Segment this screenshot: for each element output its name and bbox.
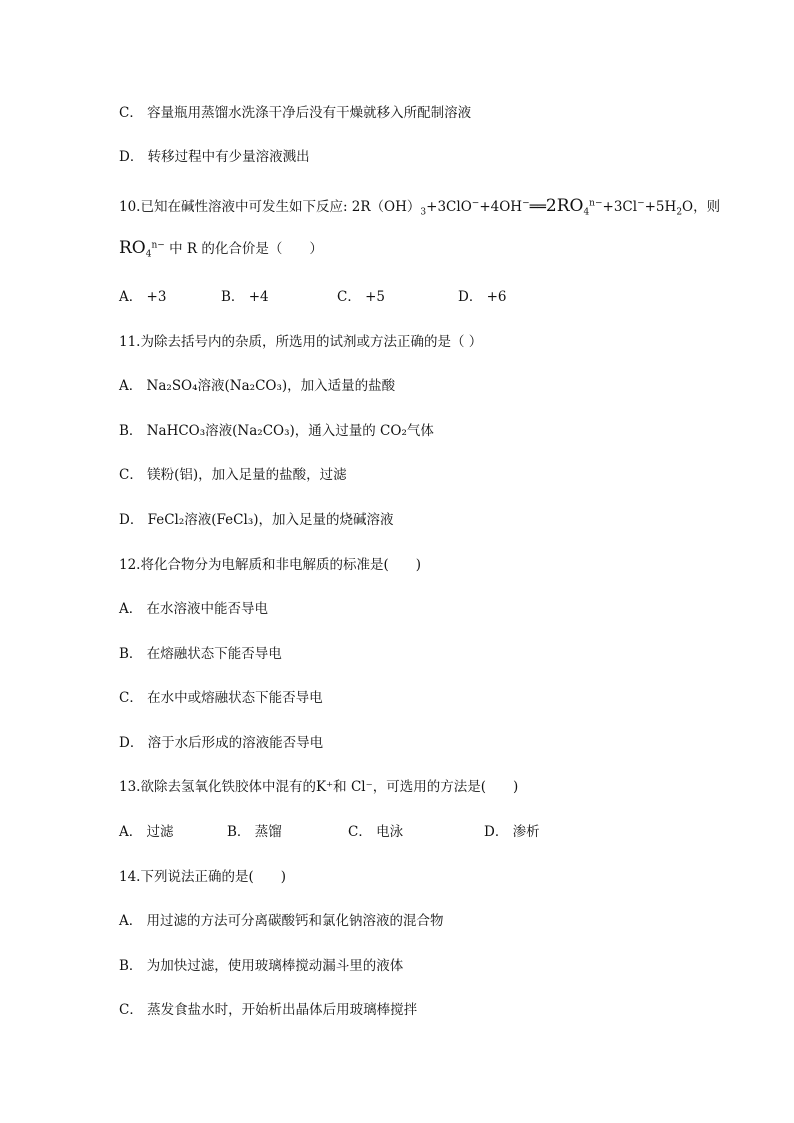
q10-clo: +3ClO [426,199,472,215]
q10-stem-line2 [119,239,323,258]
q12-option-c: C． 在水中或熔融状态下能否导电 [119,690,323,706]
q9-option-c: C． 容量瓶用蒸馏水洗涤干净后没有干燥就移入所配制溶液 [119,105,472,121]
q12-option-b: B． 在熔融状态下能否导电 [119,646,282,662]
q10-ro: RO [119,238,146,258]
q10-option-b: B． +4 [221,289,269,305]
q13-option-b: B． 蒸馏 [227,824,282,840]
q12-option-d: D． 溶于水后形成的溶液能否导电 [119,735,324,751]
q11-stem: 11.为除去括号内的杂质，所选用的试剂或方法正确的是（ ） [119,334,483,350]
q10-cl: +3Cl [602,199,638,215]
q10-sup: − [637,198,645,209]
q10-h2o: +5H [644,199,677,215]
q10-sup: n− [589,198,603,209]
q11-option-d: D． FeCl₂溶液(FeCl₃)，加入足量的烧碱溶液 [119,512,394,528]
q11-option-c: C． 镁粉(铝)，加入足量的盐酸，过滤 [119,467,347,483]
q10-option-a: A． +3 [119,289,167,305]
q14-option-c: C． 蒸发食盐水时，开始析出晶体后用玻璃棒搅拌 [119,1002,418,1018]
q12-option-a: A． 在水溶液中能否导电 [119,601,269,617]
q14-option-a: A． 用过滤的方法可分离碳酸钙和氯化钠溶液的混合物 [119,913,444,929]
q10-prefix: 10.已知在碱性溶液中可发生如下反应: 2R（OH） [119,199,421,215]
q13-option-c: C． 电泳 [348,824,404,840]
q10-option-c: C． +5 [337,289,386,305]
q11-option-b: B． NaHCO₃溶液(Na₂CO₃)，通入过量的 CO₂气体 [119,423,434,439]
q10-sub: 2 [676,207,683,218]
q13-stem: 13.欲除去氢氧化铁胶体中混有的K⁺和 Cl⁻，可选用的方法是( ) [119,779,519,795]
q14-stem: 14.下列说法正确的是( ) [119,869,287,885]
q10-tail: O，则 [682,199,721,215]
q13-option-d: D． 渗析 [484,824,540,840]
q10-stem [119,197,720,216]
q10-question: 中 R 的化合价是（ ） [164,241,323,257]
q12-stem: 12.将化合物分为电解质和非电解质的标准是( ) [119,557,422,573]
q10-equals-sign: ══ [529,199,546,215]
q10-sub: 3 [420,207,427,218]
q10-option-d: D． +6 [458,289,507,305]
q10-sup: − [471,198,480,209]
q14-option-b: B． 为加快过滤，使用玻璃棒搅动漏斗里的液体 [119,958,404,974]
q10-product: 2RO [545,196,584,216]
q9-option-d: D． 转移过程中有少量溶液溅出 [119,149,310,165]
q10-sub: 4 [583,207,590,218]
q11-option-a: A． Na₂SO₄溶液(Na₂CO₃)，加入适量的盐酸 [119,378,396,394]
q10-sup: n− [151,240,165,251]
q10-oh: +4OH [479,199,523,215]
q10-sup: − [522,198,530,209]
q10-sub: 4 [145,249,152,260]
q13-option-a: A． 过滤 [119,824,174,840]
